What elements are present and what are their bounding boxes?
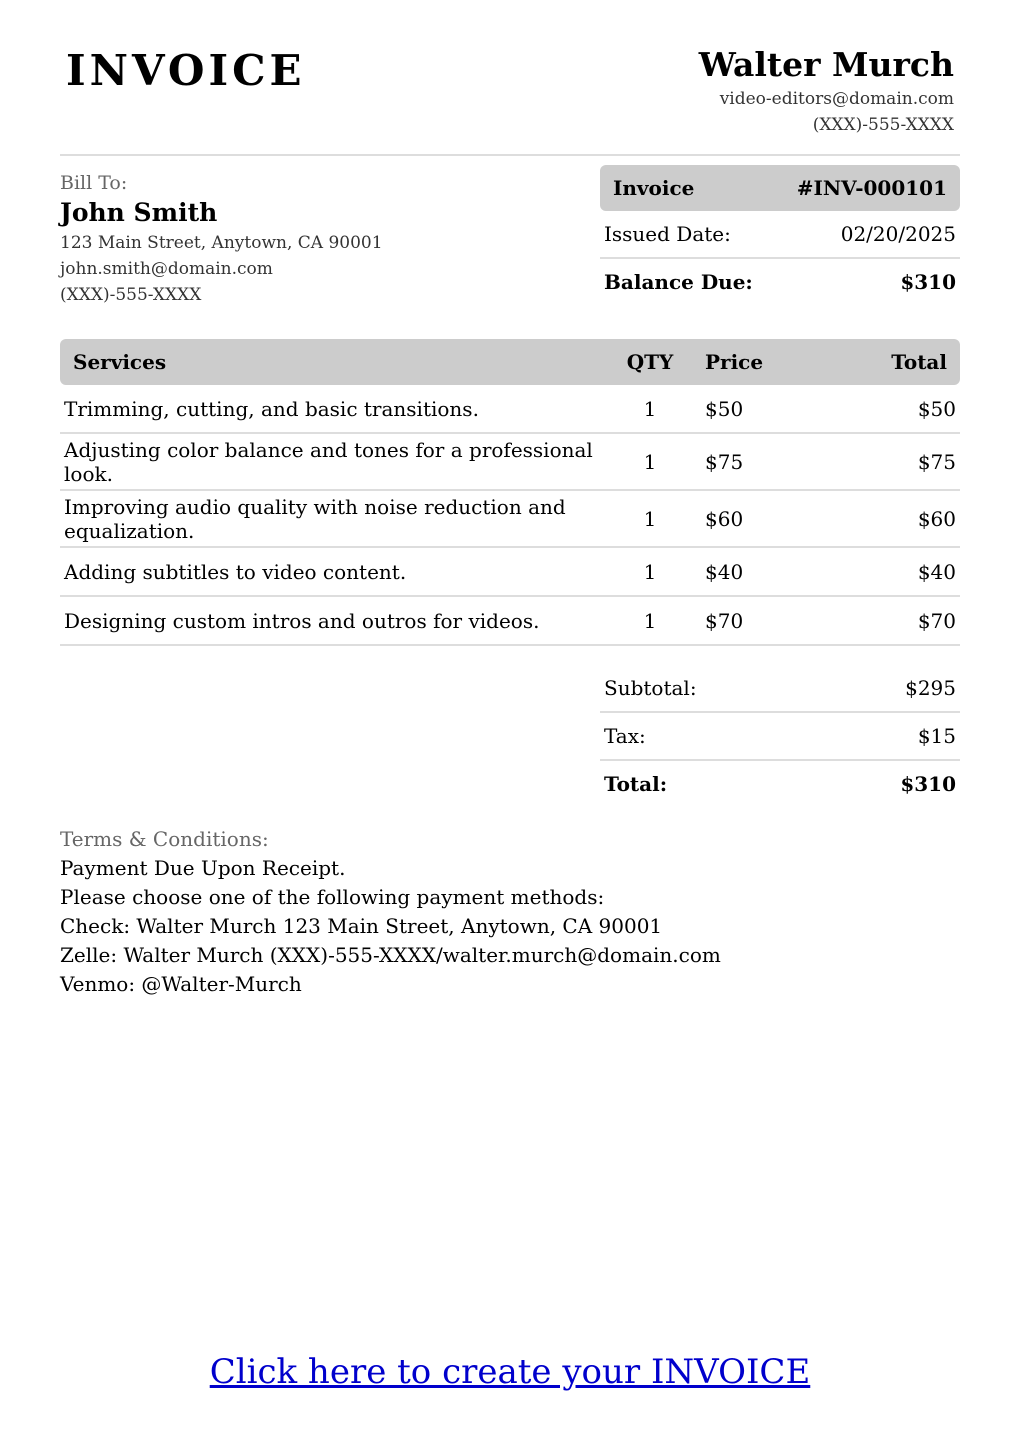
invoice-meta [600,165,960,305]
balance-due-label: Balance Due: [604,270,753,294]
client-email: john.smith@domain.com [60,259,273,279]
service-qty: 1 [643,506,657,531]
invoice-title: INVOICE [66,46,306,95]
tax-row [600,713,960,761]
company-email: video-editors@domain.com [719,89,954,109]
service-total: $70 [917,608,956,633]
terms-line: Venmo: @Walter-Murch [60,972,302,996]
company-phone: (XXX)-555-XXXX [812,115,954,135]
service-price: $60 [705,506,744,531]
service-qty: 1 [643,449,657,474]
invoice-header [60,0,960,156]
service-price: $70 [705,608,744,633]
terms-line: Zelle: Walter Murch (XXX)-555-XXXX/walter.murch@domain.com [60,943,721,967]
table-row [60,385,960,434]
issued-date-value: 02/20/2025 [840,222,956,246]
invoice-label: Invoice [613,176,695,200]
table-row [60,491,960,548]
service-total: $60 [917,506,956,531]
create-invoice-link[interactable]: Click here to create your INVOICE [209,1352,811,1392]
service-description: Adding subtitles to video content. [64,559,407,584]
service-description: Trimming, cutting, and basic transitions. [64,396,479,421]
tax-label: Tax: [604,724,646,748]
header-total: Total [891,350,947,374]
total-label: Total: [604,772,668,796]
client-phone: (XXX)-555-XXXX [60,285,202,305]
balance-due-row [600,259,960,305]
tax-value: $15 [917,724,956,748]
balance-due-value: $310 [900,270,956,294]
table-row [60,597,960,646]
client-name: John Smith [60,198,218,227]
create-invoice-cta [0,1352,1020,1392]
service-total: $75 [917,449,956,474]
service-description: Improving audio quality with noise reduction and equalization. [64,494,566,543]
services-table [60,339,960,646]
table-row [60,548,960,597]
service-total: $40 [917,559,956,584]
subtotal-value: $295 [905,676,956,700]
total-row [600,761,960,807]
totals-summary [600,665,960,807]
invoice-number-bar [600,165,960,211]
issued-date-label: Issued Date: [604,222,731,246]
invoice-page [60,0,960,996]
service-price: $40 [705,559,744,584]
service-qty: 1 [643,608,657,633]
header-qty: QTY [626,350,674,374]
service-price: $50 [705,396,744,421]
terms-line: Please choose one of the following payment methods: [60,885,605,909]
issued-date-row [600,211,960,259]
client-address: 123 Main Street, Anytown, CA 90001 [60,233,383,253]
company-info [699,44,954,138]
terms-label: Terms & Conditions: [60,827,269,851]
service-qty: 1 [643,396,657,421]
services-table-header [60,339,960,385]
service-qty: 1 [643,559,657,584]
terms-section [60,825,960,999]
bill-to-label: Bill To: [60,172,128,194]
table-row [60,434,960,491]
subtotal-row [600,665,960,713]
total-value: $310 [900,772,956,796]
service-total: $50 [917,396,956,421]
subtotal-label: Subtotal: [604,676,697,700]
terms-line: Check: Walter Murch 123 Main Street, Anytown, CA 90001 [60,914,663,938]
invoice-number: #INV-000101 [796,176,947,200]
service-description: Adjusting color balance and tones for a professional look. [64,437,593,486]
company-name: Walter Murch [698,45,954,84]
bill-to-section [60,170,580,308]
header-services: Services [73,350,167,374]
service-price: $75 [705,449,744,474]
terms-line: Payment Due Upon Receipt. [60,856,346,880]
service-description: Designing custom intros and outros for videos. [64,608,540,633]
header-price: Price [705,350,764,374]
